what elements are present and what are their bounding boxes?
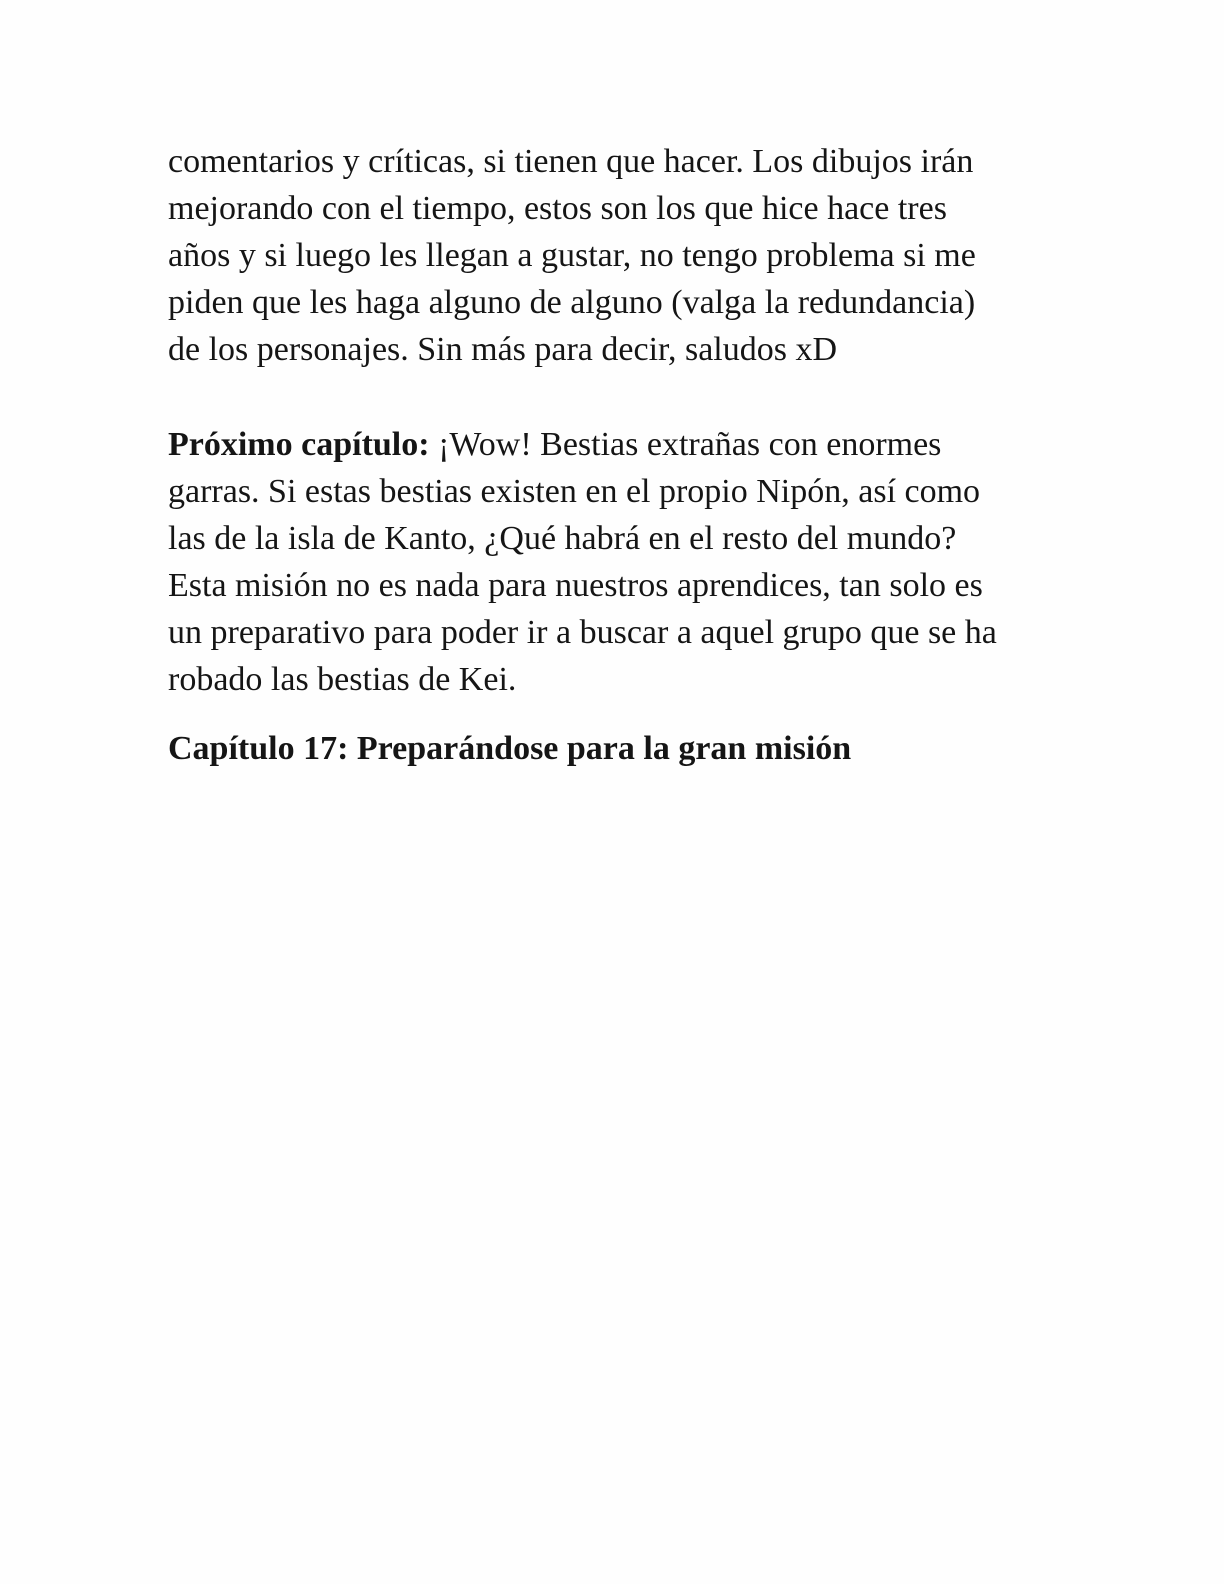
next-chapter-intro: ¡Wow! Bestias extrañas con enormes xyxy=(429,426,942,463)
chapter-heading: Capítulo 17: Preparándose para la gran misión xyxy=(168,730,852,767)
text-line: un preparativo para poder ir a buscar a aquel grupo que se ha xyxy=(168,614,997,651)
text-line: comentarios y críticas, si tienen que hacer. Los dibujos irán xyxy=(168,143,974,180)
text-line xyxy=(168,421,1058,468)
text-line: años y si luego les llegan a gustar, no tengo problema si me xyxy=(168,237,976,274)
author-note-paragraph xyxy=(168,138,1058,373)
text-line: garras. Si estas bestias existen en el propio Nipón, así como xyxy=(168,473,981,510)
text-line: de los personajes. Sin más para decir, saludos xD xyxy=(168,331,838,368)
text-line: piden que les haga alguno de alguno (valga la redundancia) xyxy=(168,284,976,321)
text-line: mejorando con el tiempo, estos son los que hice hace tres xyxy=(168,190,947,227)
next-chapter-label: Próximo capítulo: xyxy=(168,426,430,463)
text-line: robado las bestias de Kei. xyxy=(168,661,517,698)
text-line: las de la isla de Kanto, ¿Qué habrá en el resto del mundo? xyxy=(168,520,957,557)
text-line: Esta misión no es nada para nuestros aprendices, tan solo es xyxy=(168,567,983,604)
next-chapter-paragraph xyxy=(168,421,1058,703)
